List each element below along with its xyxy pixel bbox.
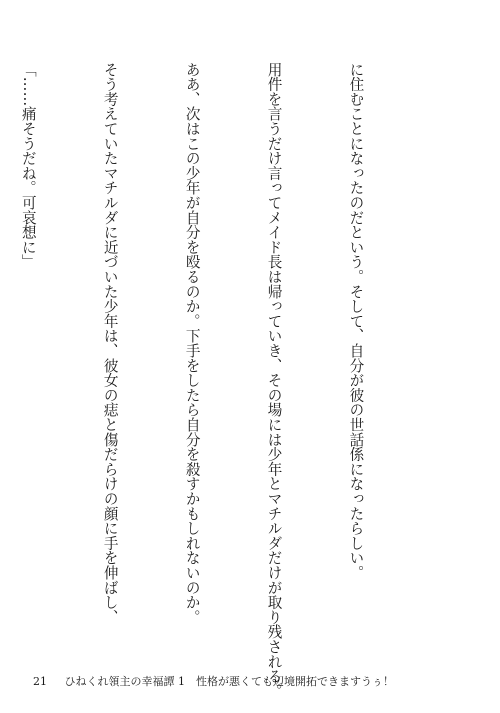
page-footer — [33, 673, 394, 689]
text-line: ああ、次はこの少年が自分を殴るのか。下手をしたら自分を殺すかもしれないのか。 — [183, 62, 201, 625]
text-line: そう考えていたマチルダに近づいた少年は、彼女の痣と傷だらけの顔に手を伸ばし、 — [101, 62, 119, 625]
text-line: 用件を言うだけ言ってメイド長は帰っていき、その場には少年とマチルダだけが取り残される。 — [265, 62, 283, 699]
text-line: に住むことになったのだという。そして、自分が彼の世話係になったらしい。 — [347, 62, 365, 580]
running-title: ひねくれ領主の幸福譚 1 性格が悪くても辺境開拓できますうぅ！ — [64, 675, 394, 688]
page-number: 21 — [33, 675, 47, 688]
text-line: 「……痛そうだね。可哀想に」 — [19, 62, 37, 270]
